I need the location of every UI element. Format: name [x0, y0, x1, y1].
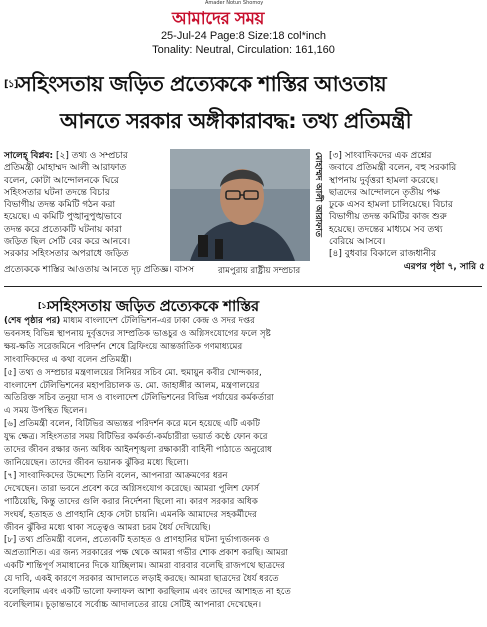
- jump-line: পাঠিয়েছি, কিন্তু তাদের গুলি করার নির্দেশনা ছিলো না। কারণ সরকার অধিক: [4, 496, 258, 507]
- left-line: জড়িত ছিল সেটি বের করে আনবে।: [4, 237, 131, 248]
- left-line: সরকার সহিংসতার অপরাধে জড়িত: [4, 249, 129, 260]
- jump-line: [৬] প্রতিমন্ত্রী বলেন, বিটিভির অভ্যন্তর পরিদর্শন করে মনে হয়েছে এটি একটি: [4, 419, 260, 430]
- left-line-text: [২] তথ্য ও সম্প্রচার: [55, 151, 128, 161]
- right-line: ছাত্রদের আন্দোলনে তৃতীয় পক্ষ: [329, 187, 440, 198]
- headline-line-2: আনতে সরকার অঙ্গীকারাবদ্ধ: তথ্য প্রতিমন্ত্রী: [60, 109, 411, 133]
- headline-marker: [১]: [4, 79, 18, 90]
- jump-line: সংঘর্ষ, হতাহত ও প্রাণহানি হোক সেটা চায়নি। এমনকি আমাদের সহকর্মীদের: [4, 509, 257, 520]
- left-line: বিভাগীয় তদন্ত কমিটি গঠন করা: [4, 200, 116, 211]
- right-line: বিভাগীয় তদন্ত কমিটির কাজ শুরু: [329, 212, 447, 223]
- jump-line-text: মাধ্যম বাংলাদেশ টেলিভিশন-এর ঢাকা কেন্দ্র ও সদর দপ্তর: [63, 316, 255, 326]
- right-line: জবাবে প্রতিমন্ত্রী বলেন, বহু সরকারি: [329, 163, 457, 174]
- photo-illustration: [170, 149, 310, 261]
- jump-line: [4, 315, 484, 328]
- left-column: [4, 150, 169, 261]
- jump-line: এ সময় উপস্থিত ছিলেন।: [4, 406, 88, 417]
- jump-line: সাংবাদিকদের এ কথা বলেন প্রতিমন্ত্রী।: [4, 354, 132, 365]
- photo-credit: মোহাম্মদ আলী আরাফাত: [313, 152, 323, 238]
- jump-line: অতিরিক্ত সচিব তনুয়া দাস ও বাংলাদেশ টেলিভিশনের বিভিন্ন পর্যায়ের কর্মকর্তারা: [4, 393, 274, 404]
- jump-line: যুদ্ধ ক্ষেত্র। সহিংসতার সময় বিটিভির কর্মকর্তা-কর্মচারীরা ভয়ার্ত কণ্ঠে ফোন করে: [4, 432, 268, 443]
- left-line: [4, 150, 169, 162]
- clip-tonality-line: Tonality: Neutral, Circulation: 161,160: [152, 44, 335, 56]
- photo-caption: রামপুরায় রাষ্ট্রীয় সম্প্রচার: [218, 266, 301, 276]
- jump-from: (শেষ পৃষ্ঠার পর): [4, 316, 61, 326]
- right-line: স্থাপনায় দুর্বৃত্তরা হামলা করেছে।: [329, 175, 439, 186]
- minister-photo: [170, 149, 310, 261]
- jump-line: দেখেছেন। তারা ভবনে প্রবেশ করে অগ্নিসংযোগ করেছে। আমরা পুলিশ ফোর্স: [4, 483, 260, 494]
- jump-line: [৮] তথ্য প্রতিমন্ত্রী বলেন, প্রত্যেকটি হতাহত ও প্রাণহানির ঘটনা দুর্ভাগ্যজনক ও: [4, 535, 270, 546]
- byline: সালেহ্ বিপ্লব:: [4, 151, 54, 161]
- right-line: হয়েছে। তদন্তের মাধ্যমে সব তথ্য: [329, 224, 443, 235]
- right-column: [329, 150, 485, 273]
- right-line: [৩] সাংবাদিকদের এক প্রশ্নের: [329, 151, 432, 161]
- right-line: ঢুকে এসব হামলা চালিয়েছে। বিচার: [329, 200, 453, 211]
- left-line: বলেন, কোটা আন্দোলনকে ঘিরে: [4, 175, 119, 186]
- section-divider: [4, 286, 482, 287]
- jump-line: ক্ষয়-ক্ষতি সরেজমিনে পরিদর্শন শেষে ব্রিফিংয়ে আন্তর্জাতিক গণমাধ্যমের: [4, 341, 243, 352]
- jump-line: বাংলাদেশ টেলিভিশনের মহাপরিচালক ড. মো. জাহাঙ্গীর আলম, মন্ত্রণালয়ের: [4, 380, 260, 391]
- jump-marker: [১]: [38, 301, 50, 310]
- jump-line: ভবনসহ বিভিন্ন স্থাপনায় দুর্বৃত্তদের সাম্প্রতিক ভাঙচুর ও অগ্নিসংযোগের ফলে সৃষ্ট: [4, 328, 271, 339]
- left-line: তদন্ত করে প্রত্যেকটি ঘটনায় কারা: [4, 224, 122, 235]
- continued-note: এরপর পৃষ্ঠা ৭, সারি ৫: [403, 261, 485, 272]
- masthead-logo: আমাদের সময়: [172, 9, 264, 29]
- jump-line: [৫] তথ্য ও সম্প্রচার মন্ত্রণালয়ের সিনিয়র সচিব মো. হুমায়ুন কবীর খোন্দকার,: [4, 367, 262, 378]
- jump-line: অপ্রত্যাশিত। এর জন্য সরকারের পক্ষ থেকে আমরা গভীর শোক প্রকাশ করছি। আমরা: [4, 548, 288, 559]
- jump-title-text: সহিংসতায় জড়িত প্রত্যেককে শাস্তির: [49, 297, 259, 315]
- clip-date-line: 25-Jul-24 Page:8 Size:18 col*inch: [160, 30, 327, 42]
- jump-line: জীবন ঝুঁকির মধ্যে থাকা সত্ত্বেও আমরা চরম ধৈর্য দেখিয়েছি।: [4, 522, 211, 533]
- jump-line: তাদের জীবন রক্ষার জন্য অধিক আইনশৃঙ্খলা রক্ষাকারী বাহিনী পাঠাতে অনুরোধ: [4, 445, 273, 456]
- jump-line: একটি শান্তিপূর্ণ সমাধানের দিকে যাচ্ছিলাম। আমরা বারবার বলেছি রাজপথে ছাত্রদের: [4, 561, 285, 572]
- left-line: সহিংসতার ঘটনা তদন্তে বিচার: [4, 187, 110, 198]
- jump-line: বলেছিলাম এবং একটি ভালো ফলাফল আশা করছিলাম এবং তাদের আশাহত না হতে: [4, 587, 291, 598]
- left-last-line: প্রত্যেককে শাস্তির আওতায় আনতে দৃঢ় প্রতিজ্ঞ। বাসস: [4, 265, 195, 275]
- jump-body: [4, 315, 484, 612]
- jump-line: যে দাবি, একই কারণে সরকার আদালতে লড়াই করছে। আমরা ছাত্রদের ধৈর্য ধরতে: [4, 574, 279, 585]
- headline-text-1: সহিংসতায় জড়িত প্রত্যেককে শাস্তির আওতায়: [17, 72, 387, 96]
- right-line: বেরিয়ে আসবে।: [329, 237, 386, 248]
- jump-line: বলেছিলাম। চূড়ান্তভাবে সর্বোচ্চ আদালতের রায়ে সেটিই আপনারা দেখেছেন।: [4, 599, 262, 610]
- right-line: [৪] বুধবার বিকালে রাজধানীর: [329, 249, 437, 260]
- headline-line-1: [4, 68, 484, 103]
- left-line: প্রতিমন্ত্রী মোহাম্মদ আলী আরাফাত: [4, 163, 127, 174]
- masthead-tagline: Amader Notun Shomoy: [205, 0, 264, 6]
- left-line: হয়েছে। এ কমিটি পুঙ্খানুপুঙ্খভাবে: [4, 212, 122, 223]
- jump-line: জানিয়েছেন। তাদের জীবন ভয়ানক ঝুঁকির মধ্যে ছিলো।: [4, 457, 189, 468]
- jump-line: [৭] সাংবাদিকদের উদ্দেশ্যে তিনি বলেন, আপনারা আক্রমণের ধরন: [4, 470, 228, 481]
